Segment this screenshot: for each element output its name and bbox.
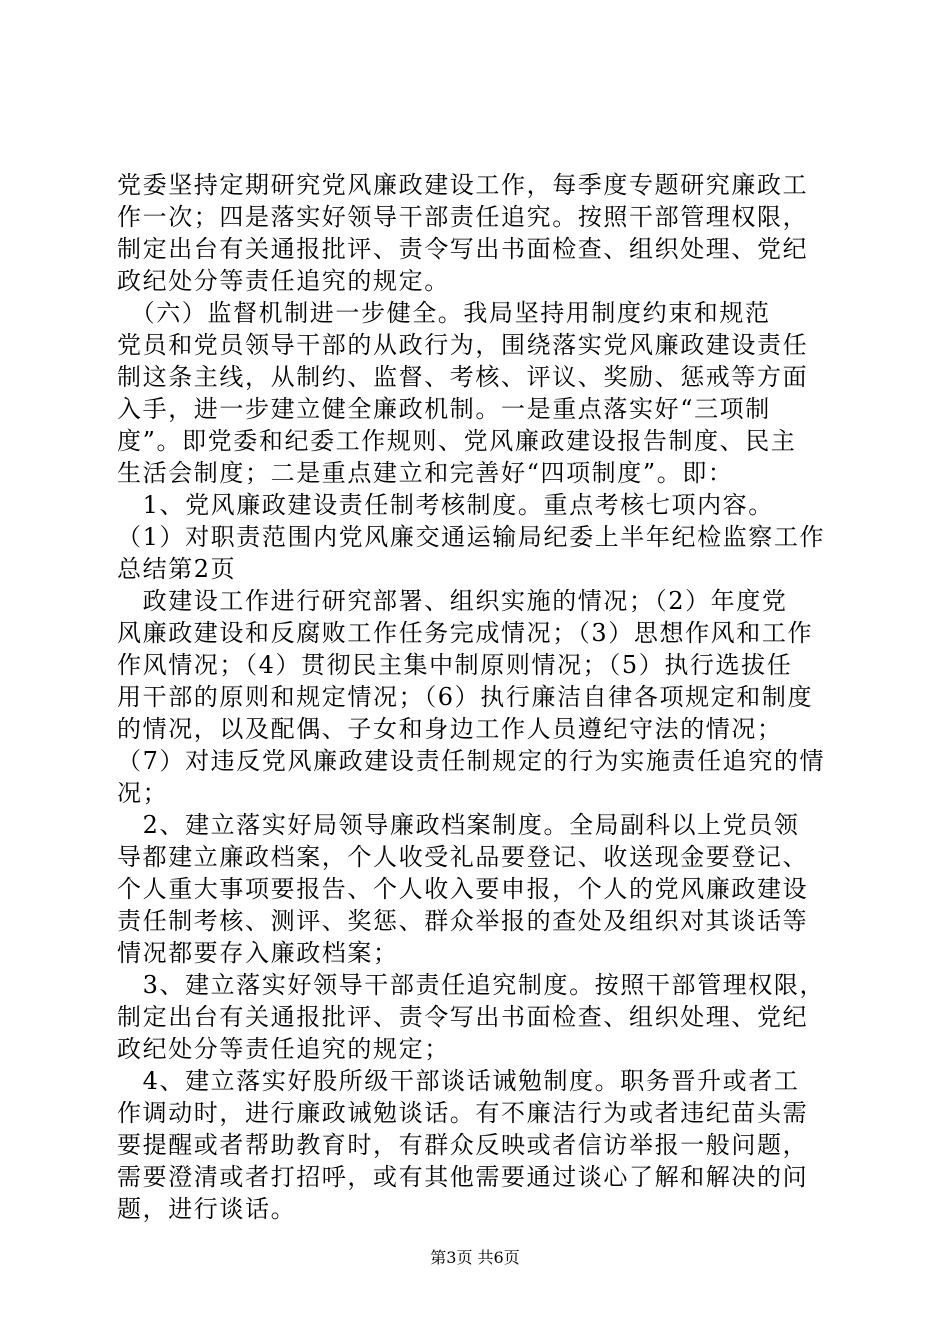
text-line: 需要澄清或者打招呼，或有其他需要通过谈心了解和解决的问 [117, 1163, 809, 1191]
text-line: 党员和党员领导干部的从政行为，围绕落实党风廉政建设责任 [117, 331, 809, 359]
text-line: 3、建立落实好领导干部责任追究制度。按照干部管理权限， [117, 971, 826, 999]
text-line: 导都建立廉政档案，个人收受礼品要登记、收送现金要登记、 [117, 843, 809, 871]
document-body [117, 169, 837, 1225]
text-line: 政纪处分等责任追究的规定。 [117, 267, 450, 295]
text-line: 入手，进一步建立健全廉政机制。一是重点落实好“三项制 [117, 395, 771, 423]
text-line: 制定出台有关通报批评、责令写出书面检查、组织处理、党纪 [117, 235, 809, 263]
text-line: 制定出台有关通报批评、责令写出书面检查、组织处理、党纪 [117, 1003, 809, 1031]
text-line: 责任制考核、测评、奖惩、群众举报的查处及组织对其谈话等 [117, 907, 809, 935]
text-line: 2、建立落实好局领导廉政档案制度。全局副科以上党员领 [117, 811, 800, 839]
text-line: 要提醒或者帮助教育时，有群众反映或者信访举报一般问题， [117, 1131, 809, 1159]
text-line: 生活会制度；二是重点建立和完善好“四项制度”。即： [117, 459, 734, 487]
text-line: 作风情况；（4）贯彻民主集中制原则情况；（5）执行选拔任 [117, 651, 793, 679]
text-line: 题，进行谈话。 [117, 1195, 297, 1223]
text-line: 度”。即党委和纪委工作规则、党风廉政建设报告制度、民主 [117, 427, 797, 455]
text-line: （六）监督机制进一步健全。我局坚持用制度约束和规范 [117, 299, 771, 327]
text-line: 况； [117, 779, 169, 807]
text-line: （1）对职责范围内党风廉交通运输局纪委上半年纪检监察工作 [117, 523, 826, 551]
text-line: 个人重大事项要报告、个人收入要申报，个人的党风廉政建设 [117, 875, 809, 903]
text-line: 作调动时，进行廉政诫勉谈话。有不廉洁行为或者违纪苗头需 [117, 1099, 809, 1127]
text-line: 情况都要存入廉政档案； [117, 939, 399, 967]
text-line: 总结第2页 [117, 555, 237, 583]
text-line: 政纪处分等责任追究的规定； [117, 1035, 450, 1063]
text-line: 政建设工作进行研究部署、组织实施的情况；（2）年度党 [117, 587, 788, 615]
text-line: 4、建立落实好股所级干部谈话诫勉制度。职务晋升或者工 [117, 1067, 800, 1095]
text-line: 党委坚持定期研究党风廉政建设工作，每季度专题研究廉政工 [117, 171, 809, 199]
text-line: 作一次；四是落实好领导干部责任追究。按照干部管理权限， [117, 203, 809, 231]
text-line: 风廉政建设和反腐败工作任务完成情况；（3）思想作风和工作 [117, 619, 814, 647]
text-line: 制这条主线，从制约、监督、考核、评议、奖励、惩戒等方面 [117, 363, 809, 391]
text-line: （7）对违反党风廉政建设责任制规定的行为实施责任追究的情 [117, 747, 826, 775]
page-number-footer: 第3页 共6页 [430, 1248, 520, 1267]
text-line: 的情况，以及配偶、子女和身边工作人员遵纪守法的情况； [117, 715, 783, 743]
text-line: 用干部的原则和规定情况；（6）执行廉洁自律各项规定和制度 [117, 683, 814, 711]
text-line: 1、党风廉政建设责任制考核制度。重点考核七项内容。 [117, 491, 774, 519]
